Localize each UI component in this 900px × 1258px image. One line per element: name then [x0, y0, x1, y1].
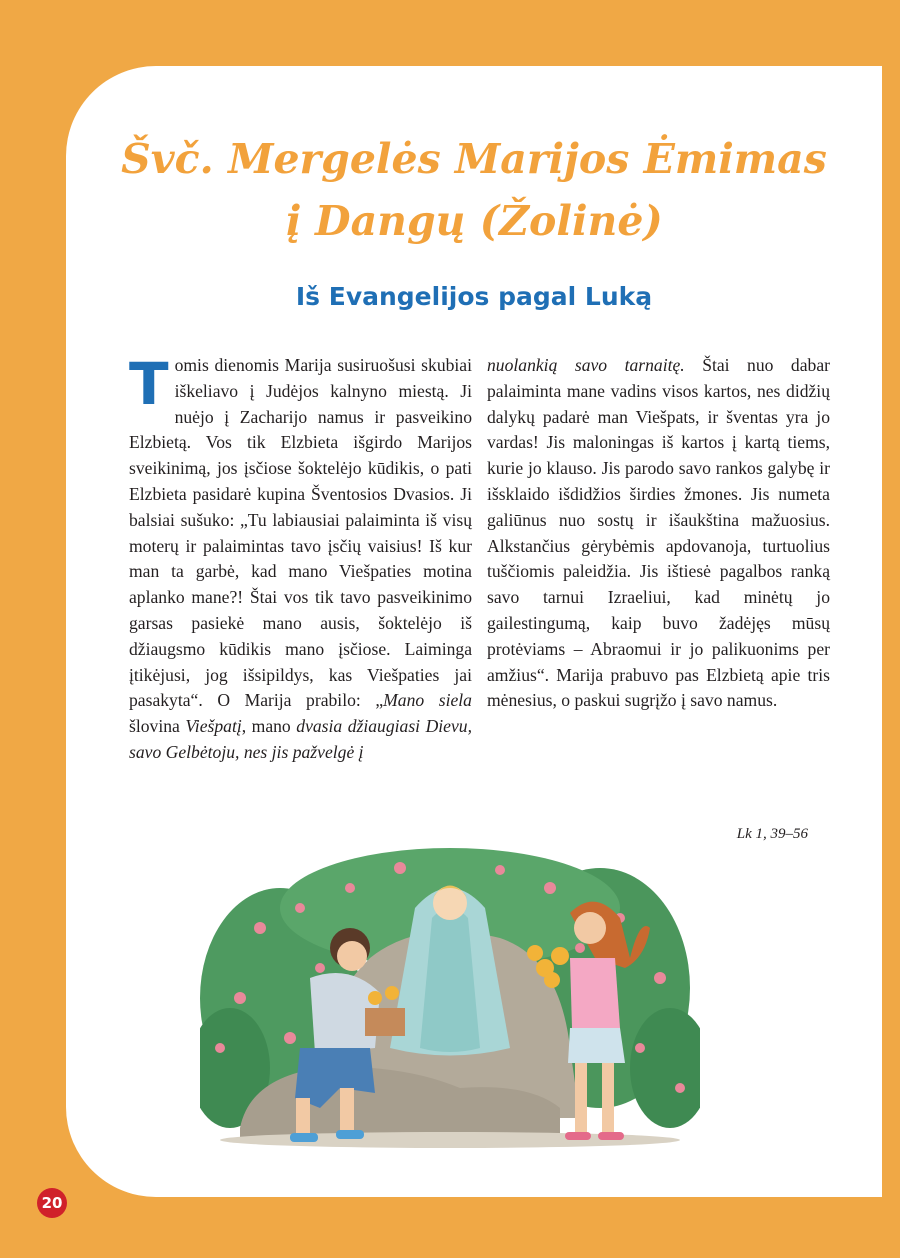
scripture-reference: Lk 1, 39–56 [736, 826, 808, 842]
body-column-right [487, 353, 830, 714]
body-column-left [129, 350, 472, 766]
grotto-scene-illustration [200, 848, 700, 1148]
page-title [66, 128, 882, 252]
body-text: Štai nuo dabar palaiminta mane vadins visos kartos, nes didžių dalykų padarė man Viešpats, ir šventas yra jo vardas! Jis maloningas iš kartos į kartą tiems, kurie jo klauso. Jis parodo savo rankos galybę ir išsklaido išdidžios širdies žmones. Jis numeta galiūnus nuo sostų ir išaukština mažuosius. Alkstančius gėrybėmis apdovanoja, turtuolius tuščiomis paleidžia. Jis ištiesė pagalbos ranką savo tarnui Izraeliui, kad minėtų jo gailestingumą, kaip buvo žadėjęs mūsų protėviams – Abraomui ir jo palikuonims per amžius“. Marija prabuvo pas Elzbietą apie tris mėnesius, o paskui sugrįžo į savo namus. [487, 355, 830, 711]
body-italic: dvasia džiaugiasi Dievu, savo Gelbėtoju, nes jis pažvelgė į [129, 716, 472, 762]
page-number-badge: 20 [37, 1188, 67, 1218]
body-italic: Viešpatį [185, 716, 242, 737]
body-italic: nuolankią savo tarnaitę. [487, 355, 685, 375]
title-line-1: Švč. Mergelės Marijos Ėmimas [121, 135, 827, 183]
body-italic: Mano siela [383, 690, 472, 711]
drop-cap: T [129, 350, 169, 418]
body-text: , mano [241, 716, 297, 737]
body-text: šlovina [129, 716, 186, 737]
title-line-2: į Dangų (Žolinė) [285, 197, 663, 245]
body-text: omis dienomis Marija susiruošusi skubiai iškeliavo į Judėjos kalnyno miestą. Ji nuėjo į Zacharijo namus ir pasveikino Elzbietą. Vos tik Elzbieta išgirdo Marijos sveikinimą, jos įsčiose šoktelėjo kūdikis, o pati Elzbieta pasidarė kupina Šventosios Dvasios. Ji balsiai sušuko: „Tu labiausiai palaiminta iš visų moterų ir palaimintas tavo įsčių vaisius! Iš kur man ta garbė, kad mano Viešpaties motina aplanko mane?! Štai vos tik tavo pasveikinimo garsas pasiekė mano ausis, šoktelėjo iš džiaugsmo kūdikis mano įsčiose. Laiminga įtikėjusi, jog išsipildys, kas Viešpaties jai pasakyta“. O Marija prabilo: „ [129, 355, 472, 711]
page-subtitle: Iš Evangelijos pagal Luką [295, 282, 653, 311]
